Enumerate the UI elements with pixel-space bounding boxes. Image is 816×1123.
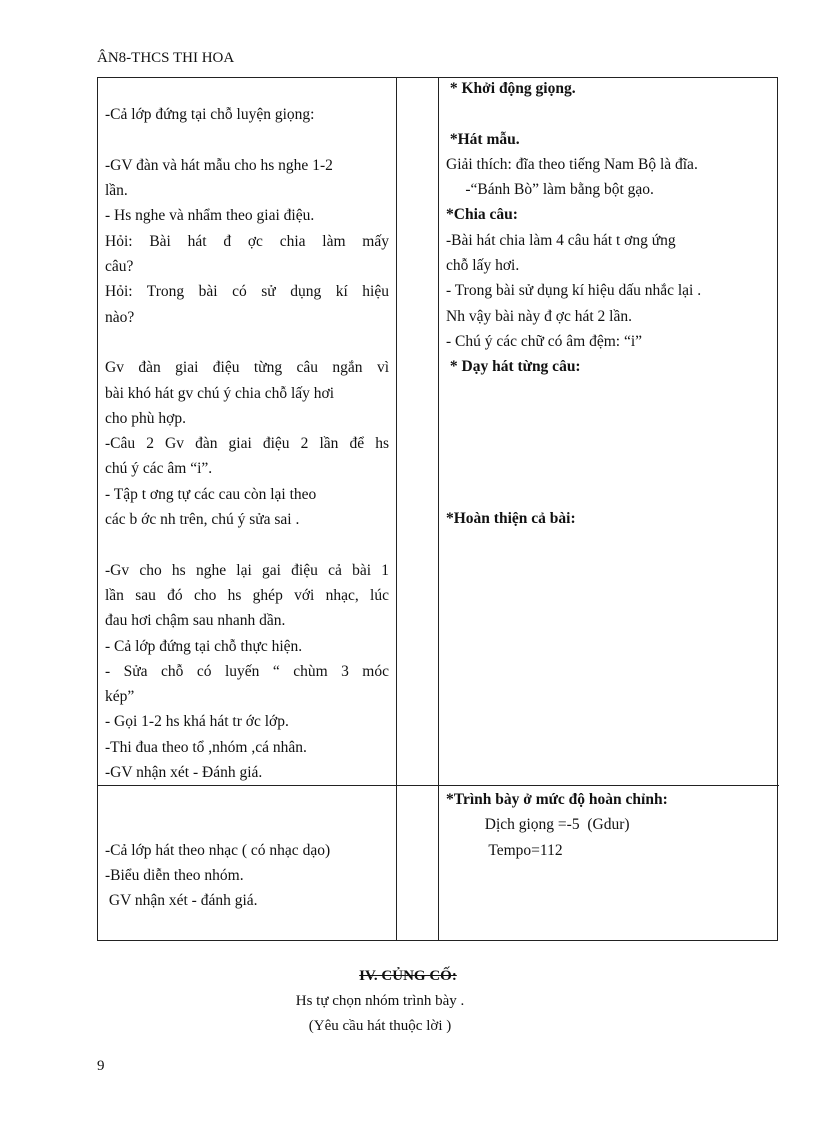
text-line: nào?: [105, 308, 135, 326]
text-line: [105, 532, 389, 557]
text-line: Gv đàn giai điệu từng câu ngắn vì: [105, 359, 389, 377]
text-line: [446, 101, 772, 126]
text-line: đau hơi chậm sau nhanh dần.: [105, 612, 286, 630]
text-line: - Sửa chỗ có luyến “ chùm 3 móc: [105, 662, 389, 680]
text-line: câu?: [105, 258, 134, 276]
text-line: * Khởi động giọng.: [446, 80, 576, 97]
column-divider-right: [438, 78, 439, 940]
text-line: [105, 812, 389, 837]
text-line: -Thi đua theo tổ ,nhóm ,cá nhân.: [105, 738, 307, 756]
text-line: * Dạy hát từng câu:: [446, 358, 581, 376]
text-line: -Cả lớp đứng tại chỗ luyện giọng:: [105, 106, 315, 124]
text-line: Hỏi: Bài hát đ ợc chia làm mấy: [105, 232, 389, 250]
text-line: - Hs nghe và nhẩm theo giai điệu.: [105, 207, 315, 225]
left-column-bottom: [105, 787, 389, 913]
text-line: [105, 787, 389, 812]
text-line: -Bài hát chia làm 4 câu hát t ơng ứng: [446, 231, 676, 249]
text-line: [446, 430, 772, 455]
text-line: - Chú ý các chữ có âm đệm: “i”: [446, 332, 643, 350]
text-line: [446, 405, 772, 430]
text-line: [105, 330, 389, 355]
text-line: Giải thích: đĩa theo tiếng Nam Bộ là đĩa.: [446, 155, 698, 173]
text-line: *Hát mẫu.: [446, 130, 520, 148]
lesson-table: [97, 77, 778, 941]
text-line: bài khó hát gv chú ý chia chỗ lấy hơi: [105, 384, 335, 402]
text-line: chú ý các âm “i”.: [105, 460, 213, 478]
text-line: *Trình bày ở mức độ hoàn chỉnh:: [446, 791, 668, 808]
text-line: -Câu 2 Gv đàn giai điệu 2 lần để hs: [105, 435, 389, 453]
text-line: lần.: [105, 182, 128, 200]
column-divider-left: [396, 78, 397, 940]
text-line: - Trong bài sử dụng kí hiệu dấu nhắc lại .: [446, 282, 702, 300]
text-line: lần sau đó cho hs ghép với nhạc, lúc: [105, 586, 389, 604]
right-column-top: [446, 76, 772, 531]
text-line: [446, 380, 772, 405]
text-line: chỗ lấy hơi.: [446, 257, 520, 275]
text-line: Hỏi: Trong bài có sử dụng kí hiệu: [105, 283, 389, 301]
page-number: 9: [97, 1058, 105, 1074]
text-line: *Chia câu:: [446, 206, 518, 224]
text-line: Tempo=112: [446, 841, 563, 859]
text-line: [446, 455, 772, 480]
right-column-bottom: [446, 787, 772, 863]
text-line: -GV nhận xét - Đánh giá.: [105, 764, 263, 782]
footer-line-2: (Yêu cầu hát thuộc lời ): [308, 1018, 452, 1034]
text-line: kép”: [105, 688, 135, 706]
text-line: - Cả lớp đứng tại chỗ thực hiện.: [105, 637, 303, 655]
text-line: Dịch giọng =-5 (Gdur): [446, 816, 630, 834]
text-line: Nh vậy bài này đ ợc hát 2 lần.: [446, 307, 632, 325]
text-line: -Cả lớp hát theo nhạc ( có nhạc dạo): [105, 841, 331, 859]
text-line: -GV đàn và hát mẫu cho hs nghe 1-2: [105, 156, 333, 174]
text-line: -Gv cho hs nghe lại gai điệu cả bài 1: [105, 561, 389, 579]
text-line: GV nhận xét - đánh giá.: [105, 892, 258, 910]
text-line: [446, 481, 772, 506]
text-line: [105, 77, 389, 102]
text-line: - Tập t ơng tự các cau còn lại theo: [105, 485, 317, 503]
section-title: IV. CỦNG CỐ:: [359, 968, 457, 984]
text-line: các b ớc nh trên, chú ý sửa sai .: [105, 511, 300, 529]
text-line: *Hoàn thiện cả bài:: [446, 510, 576, 528]
left-column-top: [105, 77, 389, 785]
text-line: [105, 128, 389, 153]
text-line: -“Bánh Bò” làm bằng bột gạo.: [446, 181, 654, 199]
text-line: -Biểu diễn theo nhóm.: [105, 866, 244, 884]
text-line: cho phù hợp.: [105, 409, 186, 427]
page-header: ÂN8-THCS THI HOA: [97, 50, 235, 66]
footer-line-1: Hs tự chọn nhóm trình bày .: [295, 993, 465, 1009]
text-line: - Gọi 1-2 hs khá hát tr ớc lớp.: [105, 713, 289, 731]
